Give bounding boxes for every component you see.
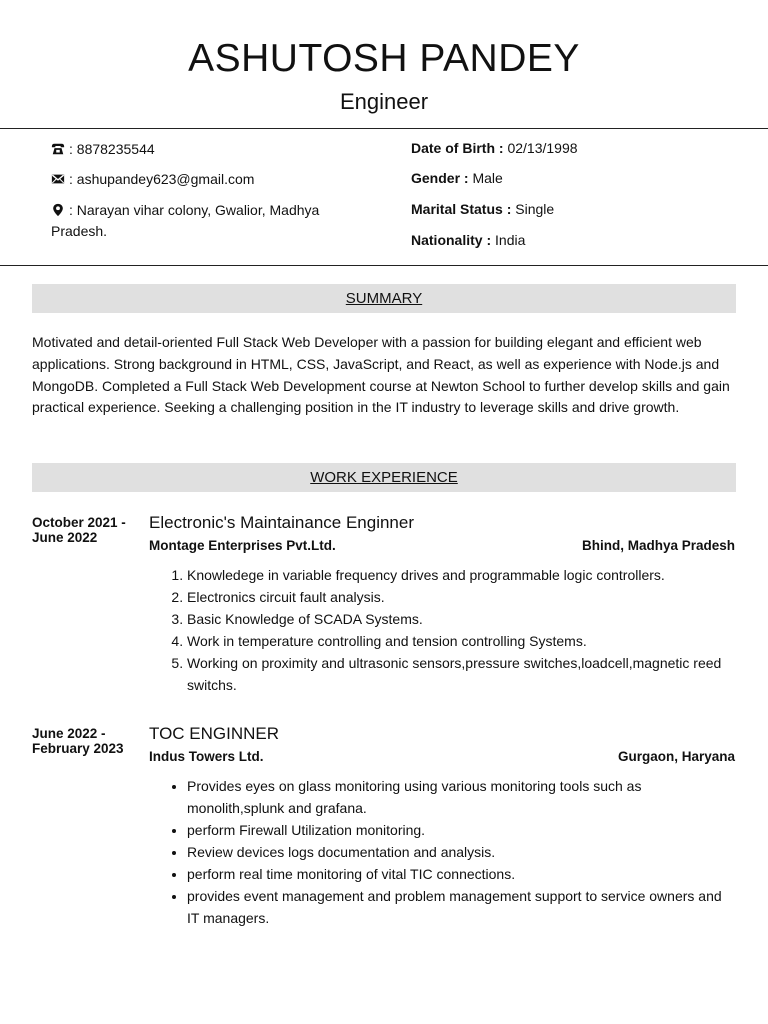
phone-icon	[51, 142, 65, 156]
work-experience-heading-text: WORK EXPERIENCE	[310, 469, 458, 486]
summary-text: Motivated and detail-oriented Full Stack Web Developer with a passion for building elegant and efficient web applications. Strong background in HTML, CSS, JavaScript, and React, as well as experience with Node.js and MongoDB. Completed a Full Stack Web Development course at Newton School to further develop skills and gain practical experience. Seeking a challenging position in the IT industry to leverage skills and drive growth.	[32, 334, 730, 416]
job-location: Gurgaon, Haryana	[617, 749, 735, 764]
personal-label: Marital Status :	[411, 201, 512, 217]
contact-divider	[0, 265, 768, 266]
personal-value: India	[495, 232, 526, 248]
personal-label: Date of Birth :	[411, 140, 504, 156]
work-experience-heading	[32, 463, 736, 492]
list-item: • perform real time monitoring of vital TIC connections.	[187, 863, 735, 885]
personal-value: 02/13/1998	[507, 140, 578, 156]
personal-gender	[411, 170, 741, 186]
contact-separator: :	[69, 171, 73, 187]
job-title: TOC ENGINNER	[149, 724, 280, 743]
map-pin-icon	[51, 203, 65, 217]
header-divider	[0, 128, 768, 129]
contact-email	[51, 169, 351, 190]
contact-separator: :	[69, 141, 73, 157]
job-dates: October 2021 - June 2022	[32, 515, 126, 545]
personal-nationality	[411, 232, 741, 248]
summary-heading-text: SUMMARY	[345, 290, 423, 307]
personal-label: Nationality :	[411, 232, 492, 248]
contact-phone	[51, 139, 351, 160]
contact-address	[51, 200, 341, 242]
personal-label: Gender :	[411, 170, 469, 186]
job-dates: June 2022 - February 2023	[32, 726, 124, 756]
summary-heading	[32, 284, 736, 313]
list-item: 3. Basic Knowledge of SCADA Systems.	[187, 608, 735, 630]
list-item: • Provides eyes on glass monitoring using various monitoring tools such as monolith,splunk and grafana.	[187, 775, 735, 819]
personal-value: Male	[472, 170, 503, 186]
resume-name: ASHUTOSH PANDEY	[188, 37, 580, 80]
personal-dob	[411, 140, 741, 156]
personal-marital-status	[411, 201, 741, 217]
envelope-icon	[51, 172, 65, 186]
job-company: Indus Towers Ltd.	[149, 749, 264, 764]
list-item: • perform Firewall Utilization monitoring.	[187, 819, 735, 841]
list-item: 1. Knowledege in variable frequency drives and programmable logic controllers.	[187, 564, 735, 586]
job-title: Electronic's Maintainance Enginner	[149, 513, 415, 532]
email-address: ashupandey623@gmail.com	[76, 171, 255, 187]
personal-value: Single	[515, 201, 555, 217]
list-item: 5. Working on proximity and ultrasonic sensors,pressure switches,loadcell,magnetic reed switchs.	[187, 652, 735, 696]
job-duties-list	[187, 564, 735, 696]
job-company: Montage Enterprises Pvt.Ltd.	[149, 538, 336, 553]
list-item: • Review devices logs documentation and analysis.	[187, 841, 735, 863]
list-item: 2. Electronics circuit fault analysis.	[187, 586, 735, 608]
home-address: Narayan vihar colony, Gwalior, Madhya Pradesh.	[51, 202, 320, 239]
phone-number: 8878235544	[76, 141, 155, 157]
list-item: • provides event management and problem management support to service owners and IT managers.	[187, 885, 735, 929]
job-location: Bhind, Madhya Pradesh	[581, 538, 735, 553]
job-duties-list	[187, 775, 735, 929]
list-item: 4. Work in temperature controlling and tension controlling Systems.	[187, 630, 735, 652]
contact-separator: :	[69, 202, 73, 218]
resume-role: Engineer	[339, 89, 429, 114]
